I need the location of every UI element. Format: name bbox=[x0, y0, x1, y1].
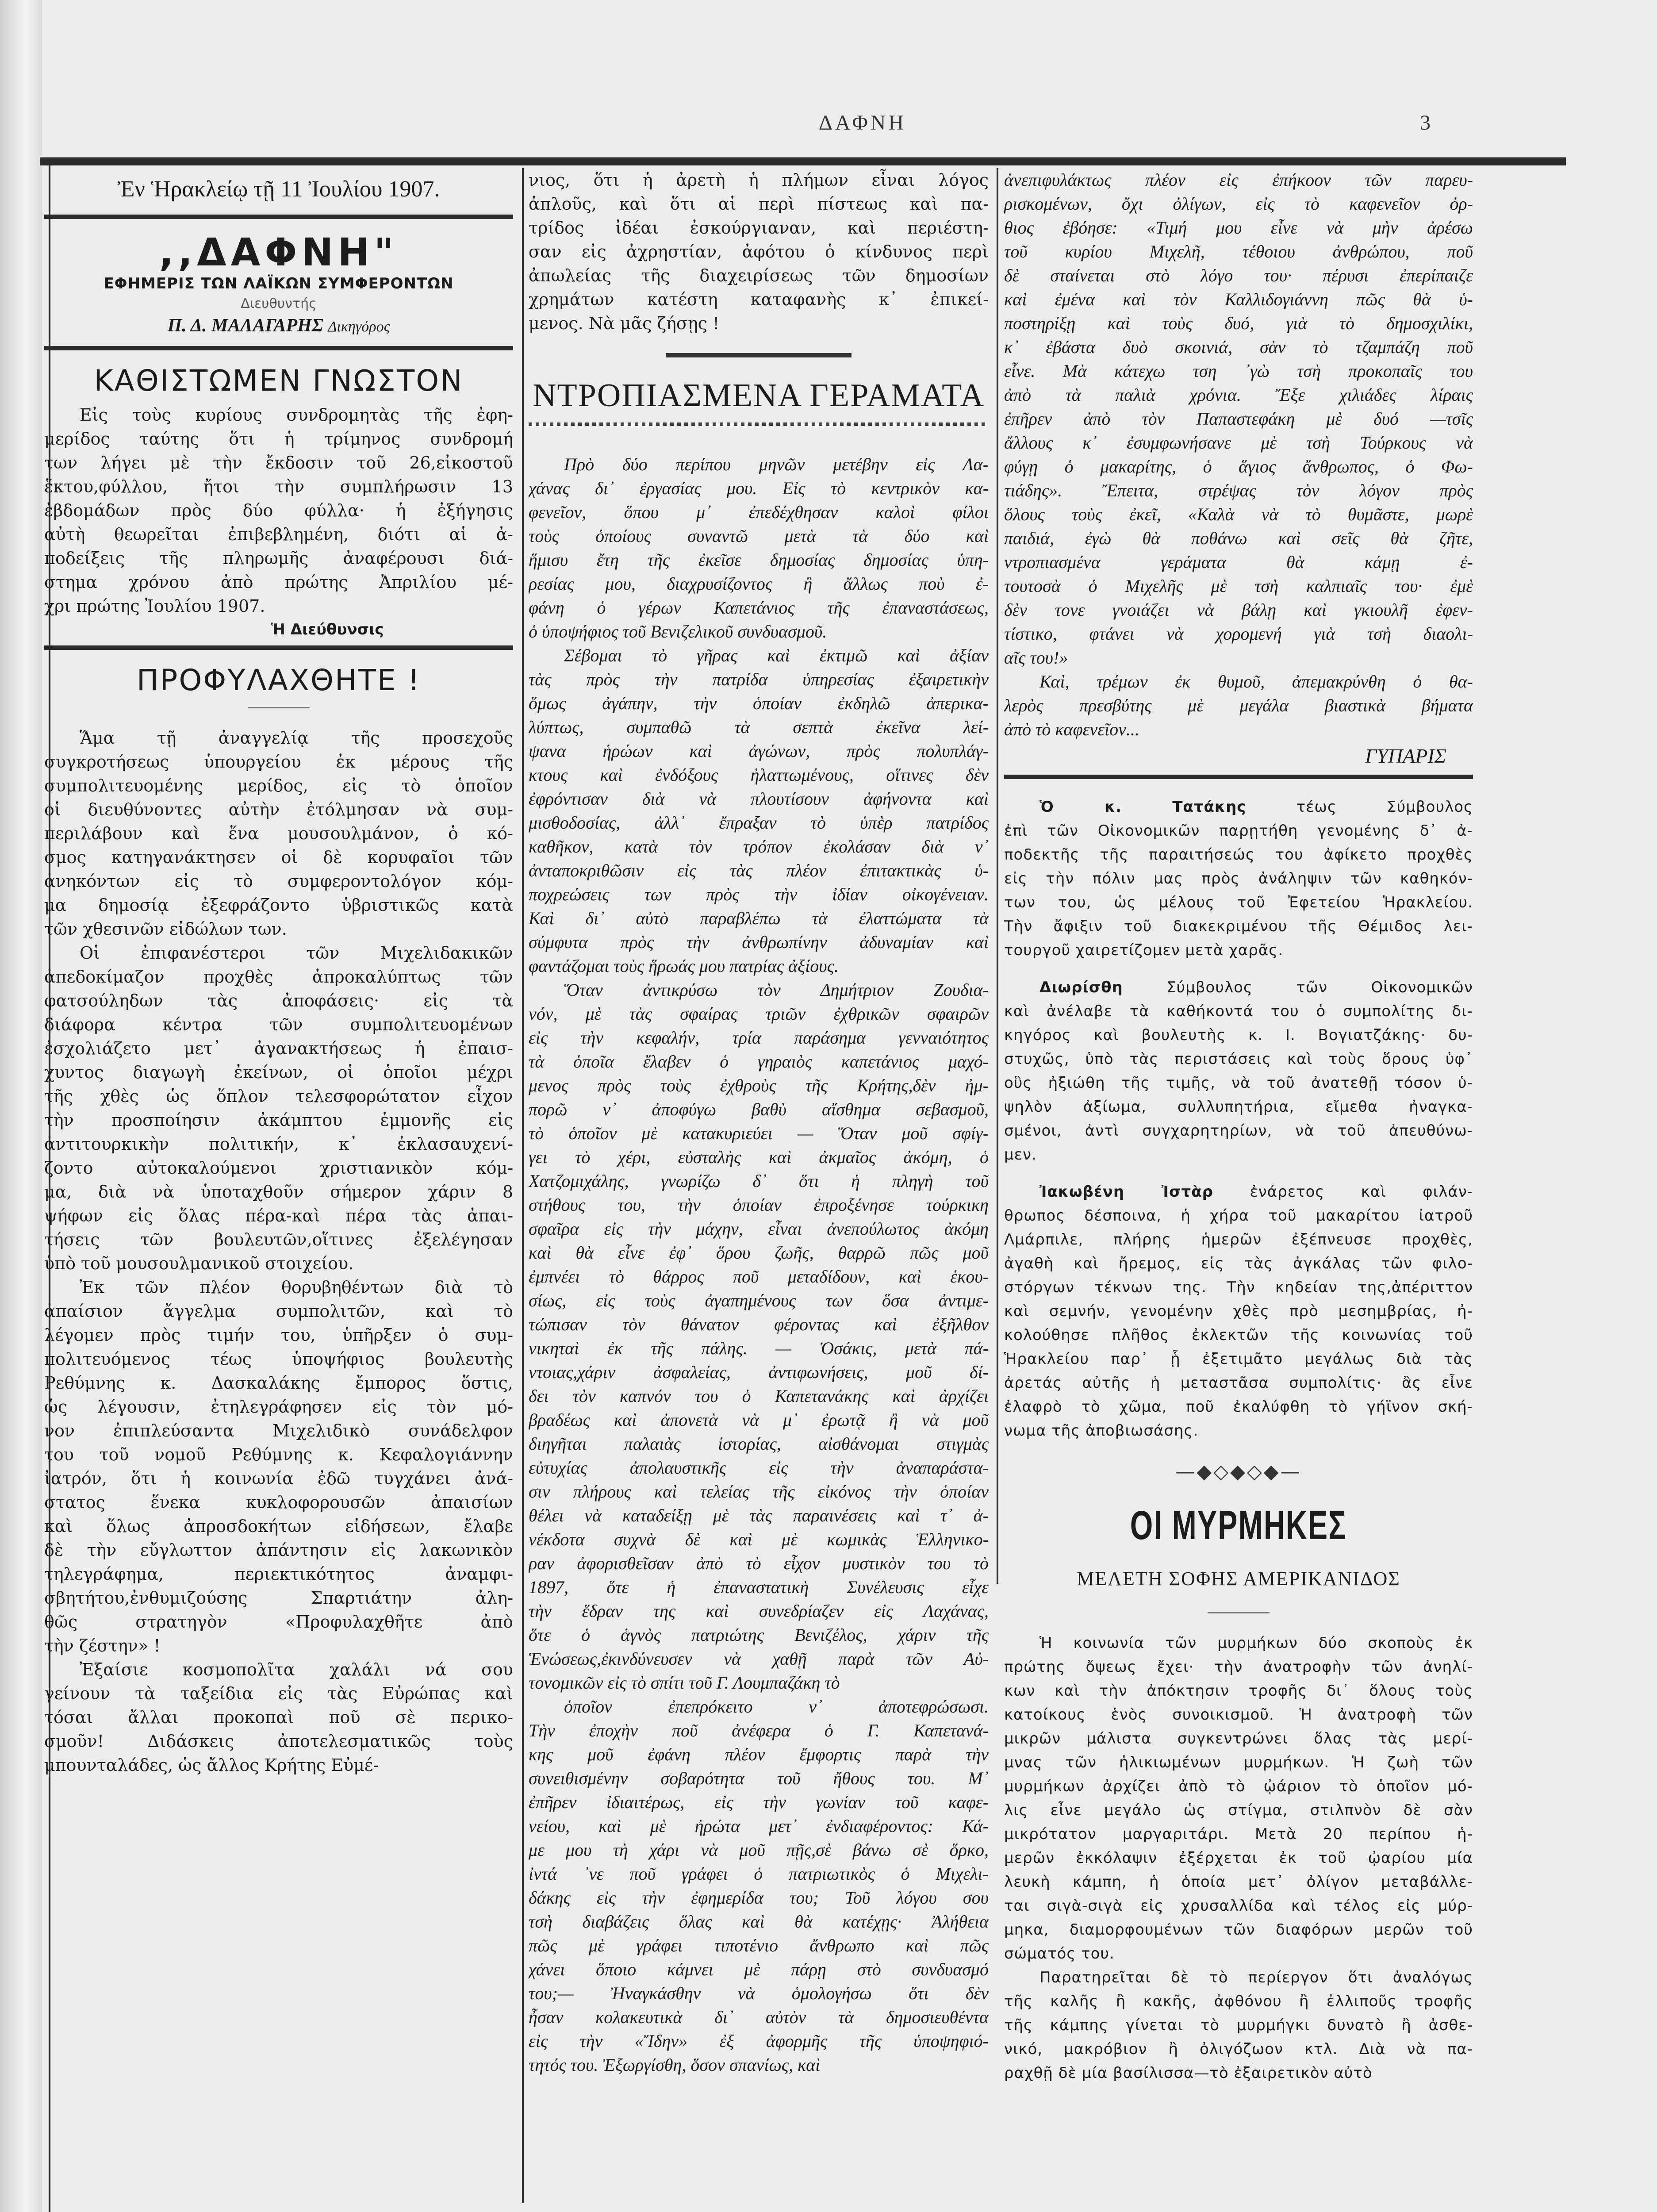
text-line: μενος πρὸς τοὺς ἐχθροὺς τῆς Κρήτης,δὲν ἠμ- bbox=[529, 1075, 989, 1095]
director bbox=[44, 315, 513, 343]
text-line: ἐπὶ τῶν Οἰκονομικῶν παρῃτήθη γενομένης δ᾽ ἀ- bbox=[1004, 822, 1473, 840]
text-line: τσὴ διαβάζεις ὅλας καὶ θὰ κατέχῃς· Ἀλήθεια bbox=[529, 1912, 989, 1932]
text-line: δὲν τονε γνοιάζει νὰ βάλῃ καὶ γκιουλῆ ἐφεν- bbox=[1004, 600, 1473, 620]
text-line: χάνας δι᾽ ἐργασίας μου. Εἰς τὸ κεντρικὸν κα- bbox=[529, 478, 989, 498]
text-line: χάνει ὅποιο κάμνει μὲ πάρῃ στὸ συνδυασμό bbox=[529, 1959, 989, 1979]
text-line: σύμφυτα πρὸς τὴν ἀνθρωπίνην ἀδυναμίαν καὶ bbox=[529, 932, 989, 952]
text-line: Λμάρπιλε, πλήρης ἡμερῶν ἐξέπνευσε προχθὲς, bbox=[1004, 1231, 1473, 1248]
text-line: πορῶ ν᾽ ἀποφύγω βαθὺ αἴσθημα σεβασμοῦ, bbox=[529, 1099, 989, 1119]
text-line: σμένοι, ἀντὶ συγχαρητηρίων, νὰ τοῦ ἀπευθύνω- bbox=[1004, 1122, 1473, 1140]
text-line: ἀπαίσιον ἄγγελμα συμπολιτῶν, καὶ τὸ bbox=[44, 1302, 513, 1321]
text-line: ραν ἀφορισθεῖσαν ἀπὸ τὸ εἶχον μυστικὸν του τὸ bbox=[529, 1553, 989, 1573]
news-item bbox=[1004, 1180, 1473, 1443]
text-line: θρωπος δέσποινα, ἡ χήρα τοῦ μακαρίτου ἰατροῦ bbox=[1004, 1207, 1473, 1225]
text-line: Σέβομαι τὸ γῆρας καὶ ἐκτιμῶ καὶ ἀξίαν bbox=[564, 645, 989, 665]
text-line: ὁποῖον ἐπεπρόκειτο ν᾽ ἀποτεφρώσωσι. bbox=[564, 1697, 989, 1717]
text-line: γει τὸ χέρι, εὐσταλὴς καὶ ἀκμαῖος ἀκόμη, ὁ bbox=[529, 1147, 989, 1167]
news-item-lead-line: Διωρίσθη Σύμβουλος τῶν Οἰκονομικῶν bbox=[1039, 979, 1473, 996]
text-line: ἥμισυ ἔτη τῆς ἐκεῖσε δημοσίας δημοσίας ὑπη- bbox=[529, 550, 989, 570]
text-line: του;— Ἠναγκάσθην νὰ ὁμολογήσω ὅτι δὲν bbox=[529, 1983, 989, 2003]
text-line: τὸ ὁποῖον μὲ κατακυριεύει — Ὅταν μοῦ σφίγ- bbox=[529, 1123, 989, 1143]
text-line: ποχρεώσεις των πρὸς τὴν ἰδίαν οἰκογένειαν. bbox=[529, 884, 989, 904]
text-line: μα, διὰ νὰ ὑποταχθοῦν σήμερον χάριν 8 bbox=[44, 1182, 513, 1202]
text-line: ὅτε ὁ ἁγνὸς πατριώτης Βενιζέλος, χάριν τῆς bbox=[529, 1625, 989, 1645]
text-line: δὲ τὴν εὔγλωττον ἀπάντησιν εἰς λακωνικὸν bbox=[44, 1540, 513, 1560]
text-line: με μου τὴ χάρι νὰ μοῦ πῇς,σὲ βάνω σὲ ὅρκο, bbox=[529, 1840, 989, 1860]
text-line: Οἱ ἐπιφανέστεροι τῶν Μιχελιδακικῶν bbox=[80, 943, 513, 963]
text-line: Ἐξαίσιε κοσμοπολῖτα χαλάλι νά σου bbox=[80, 1660, 513, 1679]
text-line: πρώτης ὄψεως ἔχει· τὴν ἀνατροφὴν τῶν ἀνηλί- bbox=[1004, 1658, 1473, 1676]
text-line: εἰς τὴν «Ἴδην» ἐξ ἀφορμῆς τῆς ὑποψηφιό- bbox=[529, 2031, 989, 2051]
text-line: τὰ ὁποῖα ἔλαβεν ὁ γηραιὸς καπετάνιος μαχό- bbox=[529, 1052, 989, 1071]
text-line: ντοιας,χάριν ἀσφαλείας, ἀντιφωνήσεις, μοῦ δί- bbox=[529, 1362, 989, 1382]
text-line: ὡς λέγουσιν, ἐτηλεγράφησεν εἰς τὸν μό- bbox=[44, 1397, 513, 1417]
text-line: λερὸς πρεσβύτης μὲ μεγάλα βιαστικὰ βήματα bbox=[1004, 695, 1473, 715]
text-line: μυρμήκων ἀρχίζει ἀπὸ τὸ ᾠάριον τὸ ὁποῖον μό- bbox=[1004, 1778, 1473, 1795]
notice-body bbox=[44, 403, 513, 618]
text-line: Τὴν ἄφιξιν τοῦ διακεκριμένου τῆς Θέμιδος λει- bbox=[1004, 918, 1473, 935]
notice-headline: ΚΑΘΙΣΤΩΜΕΝ ΓΝΩΣΤΟΝ bbox=[94, 364, 464, 398]
article-headline: ΝΤΡΟΠΙΑΣΜΕΝΑ ΓΕΡΑΜΑΤΑ bbox=[533, 377, 985, 414]
text-line: τόσαι ἄλλαι προκοπαὶ ποῦ σὲ περικο- bbox=[44, 1708, 513, 1727]
article-headline: ΟΙ ΜΥΡΜΗΚΕΣ bbox=[1130, 1503, 1347, 1548]
text-line: τουργοῦ χαιρετίζομεν μετὰ χαρᾶς. bbox=[1004, 941, 1284, 959]
text-line: εὐτυχίας ἀπολαυστικῆς εἰς τὴν ἀναπαράστα- bbox=[529, 1458, 989, 1478]
text-line: κηγόρος καὶ βουλευτὴς κ. Ι. Βογιατζάκης· δυ- bbox=[1004, 1026, 1473, 1044]
text-line: στόργων τέκνων της. Τὴν κηδείαν της,ἀπέριττον bbox=[1004, 1279, 1473, 1296]
text-line: τητός του. Ἐξωργίσθη, ὅσον σπανίως, καὶ bbox=[529, 2055, 821, 2075]
text-line: ἐμπνέει τὸ θάρρος ποῦ μεταδίδουν, καὶ ἑκου- bbox=[529, 1267, 989, 1286]
text-line: νικό, μακρόβιον ἢ ὀλιγόζωον κτλ. Διὰ νὰ πα- bbox=[1004, 2040, 1473, 2058]
text-line: ντροπιασμένα γεράματα θὰ κάμῃ ἐ- bbox=[1004, 552, 1473, 572]
dotted-rule bbox=[529, 422, 989, 426]
text-line: διηγῆται παλαιὰς ἱστορίας, αἰσθάνομαι στιγμὰς bbox=[529, 1434, 989, 1454]
text-line: Ἡρακλείου παρ᾽ ᾗ ἐξετιμᾶτο μεγάλως διὰ τὰς bbox=[1004, 1350, 1473, 1368]
text-line: νικηταὶ ἐκ τῆς πάλης. — Ὁσάκις, μετὰ πά- bbox=[529, 1338, 989, 1358]
notice-signature: Ἡ Διεύθυνσις bbox=[271, 621, 384, 638]
text-line: μικρῶν μάλιστα συγκεντρώνει ὅλας τὰς μερί- bbox=[1004, 1730, 1473, 1747]
text-line: κ᾽ ἐβάστα δυὸ σκοινιά, σὰν τὸ τζαμπάζη ποῦ bbox=[1004, 337, 1473, 357]
text-line: τῆς καλῆς ἢ κακῆς, ἀφθόνου ἢ ἐλλιποῦς τροφῆς bbox=[1004, 1993, 1473, 2010]
text-line: στημα χρόνου ἀπὸ πρώτης Ἀπριλίου μέ- bbox=[44, 572, 513, 592]
text-line: διάφορα κέντρα τῶν συμπολιτευομένων bbox=[44, 1015, 513, 1034]
news-item bbox=[1004, 975, 1473, 1167]
director-role: Δικηγόρος bbox=[328, 319, 390, 335]
text-line: μηκα, διαμορφουμένων τῶν διαφόρων μερῶν τοῦ bbox=[1004, 1921, 1473, 1939]
text-line: νιος, ὅτι ἡ ἀρετὴ ἡ πλήμων εἶναι λόγος bbox=[529, 170, 989, 190]
text-line: τὰς πρὸς τὴν πατρίδα ὑπηρεσίας ἐξαιρετικὴν bbox=[529, 669, 989, 689]
text-line: Τὴν ἐποχὴν ποῦ ἀνέφερα ὁ Γ. Καπετανά- bbox=[529, 1720, 989, 1740]
header-rule bbox=[40, 157, 1566, 165]
text-line: ὁ ὑποψήφιος τοῦ Βενιζελικοῦ συνδυασμοῦ. bbox=[529, 622, 827, 641]
text-line: τώπισαν τὸν θάνατον φέροντας καὶ ἐξῆλθον bbox=[529, 1314, 989, 1334]
text-line: φατσούληδων τὰς ἀποφάσεις· εἰς τὰ bbox=[44, 991, 513, 1010]
column-1 bbox=[44, 168, 513, 1777]
text-line: ἀρετάς αὐτῆς ἡ μεταστᾶσα συμπολίτις· ἂς εἶνε bbox=[1004, 1374, 1473, 1392]
text-line: δάκης εἰς τὴν ἐφημερίδα του; Τοῦ λόγου σου bbox=[529, 1888, 989, 1908]
text-line: οὓς ἠξιώθη τῆς τιμῆς, νὰ τοῦ ἀνατεθῇ τόσον ὑ- bbox=[1004, 1074, 1473, 1092]
text-line: ἀπὸ τὰ παλιὰ χρόνια. Ἔξε χιλιάδες λίραις bbox=[1004, 385, 1473, 405]
text-line: φάνη ὁ γέρων Καπετάνιος τῆς ἐπαναστάσεως, bbox=[529, 598, 989, 618]
text-line: γείνουν τὰ ταξείδια εἰς τὰς Εὐρώπας καὶ bbox=[44, 1684, 513, 1703]
text-line: εἶνε. Μὰ κάτεχω τση ᾽γὼ τσὴ προκοπαῖς του bbox=[1004, 361, 1473, 381]
text-line: τήσεις τῶν βουλευτῶν,οἵτινες ἐξελέγησαν bbox=[44, 1230, 513, 1249]
text-line: ψηλὸν ἀξίωμα, συλλυπητήρια, εἴμεθα ἠναγκα- bbox=[1004, 1098, 1473, 1116]
text-line: οἱ διευθύνοντες αὐτὴν ἐτόλμησαν νὰ συμ- bbox=[44, 800, 513, 819]
text-line: των του, ὡς μέλους τοῦ Ἐφετείου Ἡρακλείου. bbox=[1004, 894, 1473, 911]
headline-underline bbox=[1208, 1612, 1270, 1613]
text-line: εἰς τὴν πόλιν μας πρὸς ἀνάληψιν τῶν καθηκόν- bbox=[1004, 870, 1473, 887]
text-line: μνας τῶν ἡλικιωμένων μυρμήκων. Ἡ ζωὴ τῶν bbox=[1004, 1754, 1473, 1771]
text-line: φύγῃ ὁ μακαρίτης, ὁ ἅγιος ἄνθρωπος, ὁ Φω- bbox=[1004, 457, 1473, 476]
text-line: ψήφων εἰς ὅλας πέρα-καὶ πέρα τὰς ἀπαι- bbox=[44, 1206, 513, 1225]
text-line: περιλάβουν καὶ ἕνα μουσουλμάνον, ὁ κό- bbox=[44, 824, 513, 843]
text-line: Παρατηρεῖται δὲ τὸ περίεργον ὅτι ἀναλόγως bbox=[1039, 1969, 1473, 1986]
text-line: σφαῖρα εἰς τὴν μάχην, εἶναι ἀνεπούλωτος ἀκόμη bbox=[529, 1219, 989, 1239]
text-line: νείου, καὶ μὲ ἠρώτα μετ᾽ ἐνδιαφέροντος: Κά- bbox=[529, 1816, 989, 1836]
text-line: ἀπεδοκίμαζον προχθὲς ἀπροκαλύπτως τῶν bbox=[44, 967, 513, 987]
text-line: σίως, εἰς τοὺς ἀγαπημένους των ὅσα ἀντιμε- bbox=[529, 1290, 989, 1310]
text-line: ραχθῇ δὲ μία βασίλισσα—τὸ ἐξαιρετικὸν αὐτὸ bbox=[1004, 2064, 1373, 2082]
text-line: νόν, μὲ τὰς σφαίρας τριῶν ἐχθρικῶν σφαιρῶν bbox=[529, 1004, 989, 1024]
text-line: ἐπῆρεν ἰδιαιτέρως, εἰς τὴν γωνίαν τοῦ καφε- bbox=[529, 1792, 989, 1812]
text-line: Χατζομιχάλης, γνωρίζω δ᾽ ὅτι ἡ πληγὴ τοῦ bbox=[529, 1171, 989, 1191]
article-body bbox=[44, 726, 513, 1777]
text-line: 1897, ὅτε ἡ ἐπαναστατικὴ Συνέλευσις εἶχε bbox=[529, 1577, 989, 1597]
text-line: Καὶ δι᾽ αὐτὸ παραβλέπω τὰ ἐλαττώματα τὰ bbox=[529, 908, 989, 928]
text-line: φενεῖον, ὅπου μ᾽ ἐπεδέχθησαν καλοὶ φίλοι bbox=[529, 502, 989, 522]
text-line: θιος ἐβόησε: «Τιμή μου εἶνε νὰ μὴν ἀρέσω bbox=[1004, 218, 1473, 238]
page-number: 3 bbox=[1420, 111, 1431, 134]
text-line: σιν πλήρους καὶ τελείας τῆς εἰκόνος τὴν ὁποίαν bbox=[529, 1482, 989, 1502]
text-line: παιδιά, ἐγὼ θὰ ποθάνω καὶ σεῖς θὰ ζῆτε, bbox=[1004, 528, 1473, 548]
text-line: Ρεθύμνης κ. Δασκαλάκης ἔμπορος ὅστις, bbox=[44, 1373, 513, 1393]
text-line: ἀγαθὴ καὶ ἤρεμος, εἰς τὰς ἀγκάλας τῶν φιλο- bbox=[1004, 1255, 1473, 1272]
text-line: κολούθησε πλῆθος ἐκλεκτῶν τῆς κοινωνίας τοῦ bbox=[1004, 1326, 1473, 1344]
text-line: ἀνηκόντων εἰς τὸ συμφεροντολόγον κόμ- bbox=[44, 872, 513, 891]
text-line: καὶ ἐμένα καὶ τὸν Καλλιδογιάννη πῶς θὰ ὑ- bbox=[1004, 289, 1473, 309]
text-line: Ἅμα τῇ ἀναγγελίᾳ τῆς προσεχοῦς bbox=[80, 728, 513, 748]
text-line: σμος κατηγανάκτησεν οἱ δὲ κορυφαῖοι τῶν bbox=[44, 848, 513, 867]
text-line: τοὺς ὁποίους συναντῶ μετὰ τὰ δύο καὶ bbox=[529, 526, 989, 546]
text-line: στυχῶς, ὑπὸ τὰς περιστάσεις καὶ τοὺς ὅρους ὑφ᾽ bbox=[1004, 1050, 1473, 1068]
text-line: ἀνεπιφυλάκτως πλέον εἰς ἐπήκοον τῶν παρευ- bbox=[1004, 170, 1473, 190]
text-line: τὴν προσποίησιν ἀκάμπτου ἐμμονῆς εἰς bbox=[44, 1110, 513, 1130]
text-line: χρημάτων κατέστη καταφανὴς κ᾽ ἐπικεί- bbox=[529, 290, 989, 309]
news-item-lead-line: Ἰακωβένη Ἰστὰρ ἐνάρετος καὶ φιλάν- bbox=[1039, 1183, 1473, 1201]
news-item bbox=[1004, 795, 1473, 962]
text-line: σβητήτου,ἐνθυμιζούσης Σπαρτιάτην ἀλη- bbox=[44, 1588, 513, 1608]
text-line: δει τὸν καπνόν του ὁ Καπετανάκης καὶ ἀρχίζει bbox=[529, 1386, 989, 1406]
text-line: Ὅταν ἀντικρύσω τὸν Δημήτριον Ζουδια- bbox=[564, 980, 989, 1000]
text-line: ἀπλοῦς, καὶ ὅτι αἱ περὶ πίστεως καὶ πα- bbox=[529, 194, 989, 214]
text-line: ἐλαφρὸ τὸ χῶμα, ποῦ ἐκαλύφθη τὸ γήϊνον σκή- bbox=[1004, 1398, 1473, 1416]
text-line: καὶ ὅλως ἀπροσδοκήτων εἰδήσεων, ἔλαβε bbox=[44, 1517, 513, 1536]
text-line: κης μοῦ ἐφάνη πλέον ἔμφορτις παρὰ τὴν bbox=[529, 1744, 989, 1764]
text-line: τιάδης». Ἔπειτα, στρέψας τὸν λόγον πρὸς bbox=[1004, 480, 1473, 500]
text-line: ὑπὸ τοῦ μουσουλμανικοῦ στοιχείου. bbox=[44, 1254, 354, 1273]
text-line: βραδέως καὶ ἀπονετὰ νὰ μ᾽ ἐρωτᾷ ἢ νὰ μοῦ bbox=[529, 1410, 989, 1430]
continued-text bbox=[529, 168, 989, 335]
text-line: τὴν ἕδραν της καὶ συνεδρίαζεν εἰς Λαχάνας, bbox=[529, 1601, 989, 1621]
text-line: μενος. Νὰ μᾶς ζήσῃς ! bbox=[529, 314, 720, 333]
text-line: ἀνταποκριθῶσιν εἰς τὰς πλέον ἐπιτακτικὰς ὑ- bbox=[529, 860, 989, 880]
news-item-lead: Ὁ κ. Τατάκης bbox=[1039, 798, 1247, 816]
text-line: κων καὶ τὴν ἀπόκτησιν τροφῆς δι᾽ ὅλους τοὺς bbox=[1004, 1682, 1473, 1700]
text-line: ἦσαν κολακευτικὰ δι᾽ αὐτὸν τὰ δημοσιευθέντα bbox=[529, 2007, 989, 2027]
text-line: ποστηρίξῃ καὶ τοὺς δυό, γιὰ τὸ δημοσχιλίκι, bbox=[1004, 313, 1473, 333]
text-line: ἀπὸ τὸ καφενεῖον... bbox=[1004, 719, 1139, 739]
text-line: λύπτως, συμπαθῶ τὰ σεπτὰ ἐκεῖνα λεί- bbox=[529, 717, 989, 737]
text-line: του τοῦ νομοῦ Ρεθύμνης κ. Κεφαλογιάννην bbox=[44, 1445, 513, 1464]
text-line: χυντος διαγωγὴ ἐκείνων, οἱ ὁποῖοι μέχρι bbox=[44, 1063, 513, 1082]
text-line: ψανα ἡρώων καὶ ἀγώνων, πρὸς πολυπλάγ- bbox=[529, 741, 989, 761]
text-line: τῆς κάμπης γίνεται τὸ μυρμήγκι δυνατὸ ἢ ἀσθε- bbox=[1004, 2016, 1473, 2034]
text-line: τηλεγράφημα, περιεκτικότητος ἀναμφι- bbox=[44, 1564, 513, 1584]
text-line: ρισκομένων, ὄχι ὀλίγων, εἰς τὸ καφενεῖον ὀρ- bbox=[1004, 194, 1473, 214]
text-line: φαντάζομαι τοὺς ἥρωάς μου πατρίας ἀξίους. bbox=[529, 956, 839, 976]
text-line: ἰατρόν, ὅτι ἡ κοινωνία ἐδῶ τυγχάνει ἀνά- bbox=[44, 1469, 513, 1488]
page-binding-shadow bbox=[0, 0, 42, 2212]
text-line: μα δημοσίᾳ ἐξεφράζοντο ὑβριστικῶς κατὰ bbox=[44, 895, 513, 915]
text-line: τῆς χθὲς ὡς ὅπλον τελεσφορώτατον εἶχον bbox=[44, 1087, 513, 1106]
text-line: τίστικο, φτάνει νὰ χορομενή γιὰ τσὴ διαολι- bbox=[1004, 624, 1473, 644]
text-line: θέλει νὰ καταδείξῃ μὲ τὰς παραινέσεις καὶ τ᾽ ἀ- bbox=[529, 1505, 989, 1525]
text-line: σμοῦν! Διδάσκεις ἀποτελεσματικῶς τοὺς bbox=[44, 1732, 513, 1751]
text-line: κτους καὶ ἐνδόξους ἠλαττωμένους, οἵτινες δὲν bbox=[529, 765, 989, 785]
text-line: καὶ θὰ εἶνε ἐφ᾽ ὅρου ζωῆς, θαρρῶ πῶς μοῦ bbox=[529, 1243, 989, 1263]
masthead-title: ,,ΔΑΦΝΗ" bbox=[159, 230, 399, 275]
text-line: αῖς του!» bbox=[1004, 648, 1068, 668]
masthead-rule bbox=[44, 346, 513, 350]
text-line: τοῦ κυρίου Μιχελῆ, τέθοιου ἀνθρώπου, ποῦ bbox=[1004, 242, 1473, 261]
text-line: ὅμως ἀγάπην, τὴν ὁποίαν ἐκδηλῶ ἀπερικα- bbox=[529, 693, 989, 713]
text-line: ται σιγὰ-σιγὰ εἰς χρυσαλλίδα καὶ τέλος εἰς μύρ- bbox=[1004, 1897, 1473, 1915]
text-line: μερίδος ταύτης ὅτι ἡ τρίμηνος συνδρομή bbox=[44, 429, 513, 449]
headline-underline bbox=[248, 707, 310, 708]
column-2 bbox=[529, 168, 989, 2077]
text-line: ἄλλους κ᾽ ἐσυμφωνήσανε μὲ τσὴ Τούρκους νὰ bbox=[1004, 433, 1473, 453]
text-line: κατοίκους ἑνὸς συνοικισμοῦ. Ἡ ἀνατροφὴ τῶν bbox=[1004, 1706, 1473, 1724]
text-line: ἀπωλείας τῆς διαχειρίσεως τῶν δημοσίων bbox=[529, 266, 989, 285]
text-line: εἰς τὴν κεφαλήν, τρία παράσημα γενναιότητος bbox=[529, 1028, 989, 1048]
text-line: ὅλους τοὺς ἐκεῖ, «Καλὰ νὰ τὸ θυμᾶστε, μωρὲ bbox=[1004, 504, 1473, 524]
text-line: Ἑνώσεως,ἐκινδύνευσεν νὰ χαθῇ παρὰ τῶν Αὐ- bbox=[529, 1649, 989, 1669]
article-subheadline: ΜΕΛΕΤΗ ΣΟΦΗΣ ΑΜΕΡΙΚΑΝΙΔΟΣ bbox=[1077, 1568, 1400, 1590]
date-line: Ἐν Ἡρακλείῳ τῇ 11 Ἰουλίου 1907. bbox=[117, 177, 440, 202]
text-line: νέκδοτα συχνὰ δὲ καὶ μὲ κωμικὰς Ἑλληνικο- bbox=[529, 1529, 989, 1549]
news-item-lead-line: Ὁ κ. Τατάκης τέως Σύμβουλος bbox=[1039, 798, 1473, 816]
text-line: τῶν χθεσινῶν εἰδώλων των. bbox=[44, 919, 287, 939]
column-divider bbox=[522, 168, 524, 2203]
text-line: χρι πρώτης Ἰουλίου 1907. bbox=[44, 596, 265, 616]
text-line: λις εἶνε μεγάλο ὡς στίγμα, στιλπνὸν δὲ σὰν bbox=[1004, 1801, 1473, 1819]
text-line: στατος ἕνεκα κυκλοφορουσῶν ἀπαισίων bbox=[44, 1493, 513, 1512]
article-body bbox=[1004, 1631, 1473, 2085]
text-line: νωμα τῆς ἀποβιωσάσης. bbox=[1004, 1422, 1199, 1440]
text-line: μεν. bbox=[1004, 1146, 1037, 1164]
text-line: συγκροτήσεως ὑπουργείου ἐκ μέρους τῆς bbox=[44, 752, 513, 772]
section-rule bbox=[1004, 775, 1473, 779]
text-line: μπουνταλάδες, ὡς ἄλλος Κρήτης Εὐμέ- bbox=[44, 1755, 379, 1775]
text-line: καθῆκον, κατὰ τὸν τρόπον ἐκολάσαν διὰ ν᾽ bbox=[529, 837, 989, 856]
text-line: ποδείξεις τῆς πληρωμῆς ἀναφέρουσι διά- bbox=[44, 549, 513, 568]
text-line: λέγομεν πρὸς τιμήν του, ὑπῆρξεν ὁ συμ- bbox=[44, 1325, 513, 1345]
text-line: ἀντιτουρκικὴν πολιτικήν, κ᾽ ἐκλασαυχενί- bbox=[44, 1134, 513, 1154]
text-line: ζοντο αὐτοκαλούμενοι χριστιανικὸν κόμ- bbox=[44, 1158, 513, 1178]
text-line: Ἡ κοινωνία τῶν μυρμήκων δύο σκοποὺς ἐκ bbox=[1039, 1634, 1473, 1652]
text-line: αὐτὴ θεωρεῖται ἐπιβεβλημένη, διότι αἱ ἀ- bbox=[44, 525, 513, 544]
text-line: τονομικῶν εἰς τὸ σπίτι τοῦ Γ. Λουμπαζάκη τὸ bbox=[529, 1673, 840, 1693]
text-line: τουτοσὰ ὁ Μιχελῆς μὲ τσὴ καλπιαῖς του· ἐμὲ bbox=[1004, 576, 1473, 596]
continued-text bbox=[1004, 168, 1473, 741]
text-line: καὶ σεμνήν, γενομένην χθὲς πρὸ μεσημβρίας, ἠ- bbox=[1004, 1302, 1473, 1320]
masthead-subtitle: ΕΦΗΜΕΡΙΣ ΤΩΝ ΛΑΪΚΩΝ ΣΥΜΦΕΡΟΝΤΩΝ bbox=[104, 275, 454, 292]
text-line: συμπολιτευομένης μερίδος, εἰς τὸ ὁποῖον bbox=[44, 776, 513, 795]
column-divider bbox=[997, 168, 998, 1584]
column-3 bbox=[1004, 168, 1473, 2085]
text-line: τὴν ζέστην» ! bbox=[44, 1636, 161, 1655]
news-item-lead: Διωρίσθη bbox=[1039, 979, 1123, 996]
text-line: Ἐκ τῶν πλέον θορυβηθέντων διὰ τὸ bbox=[80, 1278, 513, 1297]
ornament-divider: —◆◇◆◇◆— bbox=[1175, 1460, 1302, 1483]
article-signature: ΓΥΠΑΡΙΣ bbox=[1365, 745, 1446, 767]
text-line: πολιτευόμενος τέως ὑποψήφιος βουλευτὴς bbox=[44, 1349, 513, 1369]
section-rule bbox=[666, 353, 852, 357]
director-label: Διευθυντής bbox=[241, 296, 317, 311]
text-line: συνειθισμένην σοβαρότητα τοῦ ἤθους του. Μ᾽ bbox=[529, 1768, 989, 1788]
text-line: λευκὴ κάμπη, ἡ ὁποία μετ᾽ ὀλίγον μεταβάλλε- bbox=[1004, 1873, 1473, 1891]
text-line: θῶς στρατηγὸν «Προφυλαχθῆτε ἀπὸ bbox=[44, 1612, 513, 1632]
text-line: σώματός του. bbox=[1004, 1945, 1115, 1962]
text-line: ἐσχολιάζετο μετ᾽ ἀγανακτήσεως ἡ ἐπαισ- bbox=[44, 1039, 513, 1058]
text-line: Εἰς τοὺς κυρίους συνδρομητὰς τῆς ἐφη- bbox=[80, 405, 513, 425]
masthead-rule bbox=[44, 215, 513, 219]
text-line: καὶ ἀνέλαβε τὰ καθήκοντά του ὁ συμπολίτης δι- bbox=[1004, 1002, 1473, 1020]
text-line: ἐφρόντισαν διὰ νὰ πλουτίσουν ἀφήνοντα καὶ bbox=[529, 789, 989, 809]
text-line: μικρότατον μαργαριτάρι. Μετὰ 20 περίπου ἡ- bbox=[1004, 1825, 1473, 1843]
director-name: Π. Δ. ΜΑΛΑΓΑΡΗΣ bbox=[167, 315, 323, 336]
news-item-lead: Ἰακωβένη Ἰστὰρ bbox=[1039, 1183, 1213, 1201]
article-body bbox=[529, 453, 989, 2077]
text-line: Πρὸ δύο περίπου μηνῶν μετέβην εἰς Λα- bbox=[564, 454, 989, 474]
news-items bbox=[1004, 795, 1473, 1443]
text-line: ἕκτου,φύλλου, ἤτοι τὴν συμπλήρωσιν 13 bbox=[44, 477, 513, 496]
article-headline: ΠΡΟΦΥΛΑΧΘΗΤΕ ! bbox=[136, 663, 421, 697]
text-line: νον ἐπιπλεύσαντα Μιχελιδικὸ συνάδελφον bbox=[44, 1421, 513, 1440]
text-line: στήθους του, τὴν ὁποίαν ἐπροξένησε τούρκικη bbox=[529, 1195, 989, 1215]
running-title: ΔΑΦΝΗ bbox=[819, 111, 906, 134]
section-rule bbox=[44, 645, 513, 650]
text-line: ποδεκτῆς τῆς παραιτήσεώς του ἀφίκετο προχθὲς bbox=[1004, 846, 1473, 864]
text-line: ἑβδομάδων πρὸς δύο φύλλα· ἡ ἐξήγησις bbox=[44, 501, 513, 520]
text-line: μισθοδοσίας, ἀλλ᾽ ἔπραξαν τὸ ὑπὲρ πατρίδος bbox=[529, 813, 989, 833]
text-line: των λήγει μὲ τὴν ἔκδοσιν τοῦ 26,εἰκοστοῦ bbox=[44, 453, 513, 472]
text-line: σαν εἰς ἀχρηστίαν, ἀφότου ὁ κίνδυνος περὶ bbox=[529, 242, 989, 261]
text-line: πῶς μὲ γράφει τιποτένιο ἄνθρωπο καὶ πῶς bbox=[529, 1936, 989, 1955]
text-line: Καὶ, τρέμων ἐκ θυμοῦ, ἀπεμακρύνθη ὁ θα- bbox=[1039, 672, 1473, 691]
text-line: μερῶν ἐκκόλαψιν ἐξέρχεται ἐκ τοῦ ᾠαρίου μία bbox=[1004, 1849, 1473, 1867]
text-line: ρεσίας μου, διαχρυσίζοντος ἢ ἄλλως ποὺ ἐ- bbox=[529, 574, 989, 594]
text-line: δὲ σταίνεται στὸ λόγο του· πέρυσι ἐπερίπαιζε bbox=[1004, 265, 1473, 285]
text-line: ἐπῆρεν ἀπὸ τὸν Παπαστεφάκη μὲ δυό —τσῖς bbox=[1004, 409, 1473, 429]
text-line: τρίδος ἰδέαι ἐσκούργιαναν, καὶ περιέστη- bbox=[529, 218, 989, 238]
text-line: ἰντά ᾽νε ποῦ γράφει ὁ πατριωτικὸς ὁ Μιχελι- bbox=[529, 1864, 989, 1884]
